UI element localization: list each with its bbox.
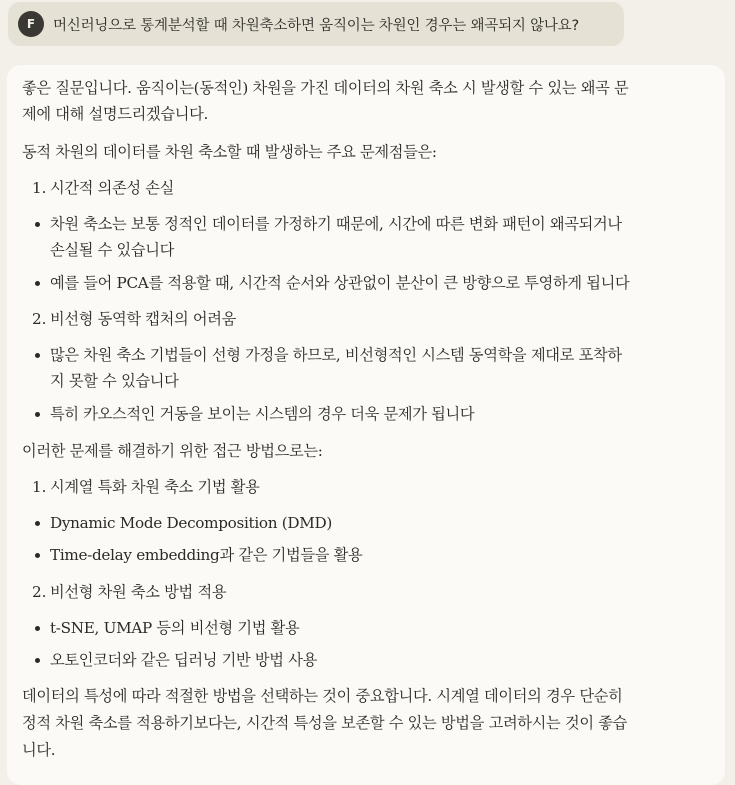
intro-line-1: 좋은 질문입니다. 움직이는(동적인) 차원을 가진 데이터의 차원 축소 시 발생할 수 있는 왜곡 문: [22, 79, 629, 97]
solution-1-title: 시계열 특화 차원 축소 기법 활용: [50, 478, 260, 496]
solution-2-title: 비선형 차원 축소 방법 적용: [50, 583, 227, 601]
intro-line-2: 제에 대해 설명드리겠습니다.: [22, 105, 209, 123]
user-message-bubble: [8, 2, 624, 46]
problem-1-bullet-1-line-2: 손실될 수 있습니다: [50, 241, 175, 259]
problem-2-number: 2.: [32, 310, 47, 328]
problem-1-bullet-1-line-1: 차원 축소는 보통 정적인 데이터를 가정하기 때문에, 시간에 따른 변화 패턴이 왜곡되거나: [50, 215, 622, 233]
user-message-text: 머신러닝으로 통계분석할 때 차원축소하면 움직이는 차원인 경우는 왜곡되지 않나요?: [53, 17, 580, 34]
bullet-dot: [35, 353, 40, 358]
problem-2-bullet-1-line-1: 많은 차원 축소 기법들이 선형 가정을 하므로, 비선형적인 시스템 동역학을 제대로 포착하: [50, 346, 622, 364]
conclusion-line-1: 데이터의 특성에 따라 적절한 방법을 선택하는 것이 중요합니다. 시계열 데이터의 경우 단순히: [22, 687, 623, 705]
bullet-dot: [35, 658, 40, 663]
bullet-dot: [35, 553, 40, 558]
problem-1-title: 시간적 의존성 손실: [50, 179, 175, 197]
conclusion-line-3: 니다.: [22, 741, 56, 759]
solution-1-bullet-1: Dynamic Mode Decomposition (DMD): [50, 514, 333, 532]
problems-intro: 동적 차원의 데이터를 차원 축소할 때 발생하는 주요 문제점들은:: [22, 143, 437, 161]
solution-2-bullet-2: 오토인코더와 같은 딥러닝 기반 방법 사용: [50, 651, 317, 669]
bullet-dot: [35, 412, 40, 417]
bullet-dot: [35, 521, 40, 526]
solution-1-bullet-2: Time-delay embedding과 같은 기법들을 활용: [50, 546, 363, 564]
problem-2-bullet-2: 특히 카오스적인 거동을 보이는 시스템의 경우 더욱 문제가 됩니다: [50, 405, 475, 423]
solution-1-number: 1.: [32, 478, 47, 496]
problem-2-bullet-1-line-2: 지 못할 수 있습니다: [50, 372, 179, 390]
assistant-reply: [7, 65, 725, 785]
problem-2-title: 비선형 동역학 캡처의 어려움: [50, 310, 237, 328]
problem-1-bullet-2: 예를 들어 PCA를 적용할 때, 시간적 순서와 상관없이 분산이 큰 방향으로 투영하게 됩니다: [50, 274, 630, 292]
solution-2-number: 2.: [32, 583, 47, 601]
conclusion-line-2: 정적 차원 축소를 적용하기보다는, 시간적 특성을 보존할 수 있는 방법을 고려하시는 것이 좋습: [22, 714, 627, 732]
solution-2-bullet-1: t-SNE, UMAP 등의 비선형 기법 활용: [50, 619, 300, 637]
problem-1-number: 1.: [32, 179, 47, 197]
user-avatar: F: [18, 11, 44, 37]
bullet-dot: [35, 626, 40, 631]
bullet-dot: [35, 222, 40, 227]
bullet-dot: [35, 281, 40, 286]
solutions-intro: 이러한 문제를 해결하기 위한 접근 방법으로는:: [22, 442, 323, 460]
